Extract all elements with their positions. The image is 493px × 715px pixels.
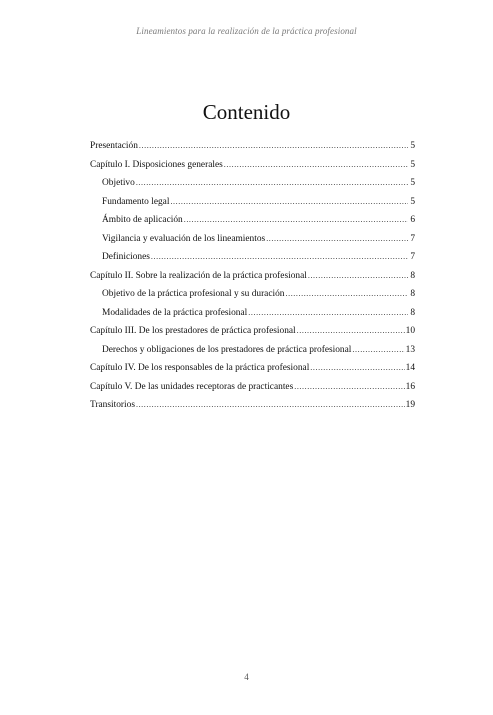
toc-entry-page: 14 (405, 363, 415, 373)
toc-entry-page: 10 (405, 326, 415, 336)
toc-entry-modalidades[interactable] (90, 306, 415, 325)
toc-entry-derechos[interactable] (90, 343, 415, 362)
dot-leader (184, 213, 408, 227)
toc-entry-label: Fundamento legal (102, 196, 170, 207)
dot-leader (286, 287, 409, 301)
toc-entry-label: Capítulo III. De los prestadores de práctica profesional (90, 326, 296, 336)
toc-entry-page: 6 (410, 215, 415, 225)
toc-entry-label: Modalidades de la práctica profesional (102, 307, 248, 318)
dot-leader (310, 361, 404, 375)
running-header: Lineamientos para la realización de la práctica profesional (136, 26, 357, 36)
toc-entry-label: Derechos y obligaciones de los prestadores de práctica profesional (102, 344, 352, 355)
toc-entry-page: 5 (410, 196, 415, 207)
dot-leader (352, 343, 404, 357)
toc-entry-label: Capítulo I. Disposiciones generales (90, 159, 223, 170)
toc-entry-capitulo-2[interactable] (90, 269, 415, 288)
toc-entry-label: Objetivo de la práctica profesional y su duración (102, 289, 285, 299)
dot-leader (266, 232, 408, 246)
dot-leader (294, 380, 404, 394)
toc-entry-capitulo-5[interactable] (90, 380, 415, 399)
toc-entry-definiciones[interactable] (90, 250, 415, 269)
dot-leader (308, 269, 408, 283)
toc-entry-page: 7 (410, 233, 415, 244)
dot-leader (297, 324, 405, 338)
toc-entry-label: Definiciones (102, 252, 150, 262)
toc-entry-page: 16 (405, 381, 415, 392)
toc-entry-capitulo-4[interactable] (90, 361, 415, 380)
toc-entry-label: Ámbito de aplicación (102, 215, 183, 225)
toc-entry-page: 8 (410, 289, 415, 299)
toc-entry-page: 8 (410, 270, 415, 281)
dot-leader (224, 158, 408, 172)
toc-entry-label: Transitorios (90, 400, 135, 410)
toc-entry-label: Capítulo IV. De los responsables de la práctica profesional (90, 363, 310, 373)
table-of-contents (90, 139, 415, 417)
toc-entry-objetivo[interactable] (90, 176, 415, 195)
dot-leader (170, 195, 408, 209)
dot-leader (136, 398, 405, 412)
toc-entry-transitorios[interactable] (90, 398, 415, 417)
toc-entry-label: Capítulo V. De las unidades receptoras de practicantes (90, 381, 294, 392)
toc-entry-vigilancia[interactable] (90, 232, 415, 251)
toc-entry-objetivo-practica[interactable] (90, 287, 415, 306)
toc-entry-label: Objetivo (102, 178, 135, 188)
dot-leader (139, 139, 408, 153)
toc-entry-page: 8 (410, 307, 415, 318)
toc-entry-page: 5 (410, 178, 415, 188)
dot-leader (151, 250, 408, 264)
toc-entry-presentacion[interactable] (90, 139, 415, 158)
toc-entry-label: Capítulo II. Sobre la realización de la práctica profesional (90, 270, 307, 281)
toc-entry-page: 7 (410, 252, 415, 262)
toc-entry-capitulo-1[interactable] (90, 158, 415, 177)
toc-entry-capitulo-3[interactable] (90, 324, 415, 343)
toc-entry-page: 5 (410, 159, 415, 170)
dot-leader (248, 306, 408, 320)
toc-entry-page: 19 (405, 400, 415, 410)
toc-entry-label: Presentación (90, 141, 138, 151)
toc-entry-page: 5 (410, 141, 415, 151)
toc-entry-page: 13 (405, 344, 415, 355)
page-number: 4 (244, 672, 249, 682)
dot-leader (136, 176, 408, 190)
toc-entry-label: Vigilancia y evaluación de los lineamientos (102, 233, 266, 244)
toc-entry-ambito[interactable] (90, 213, 415, 232)
toc-entry-fundamento-legal[interactable] (90, 195, 415, 214)
toc-title: Contenido (202, 100, 291, 124)
